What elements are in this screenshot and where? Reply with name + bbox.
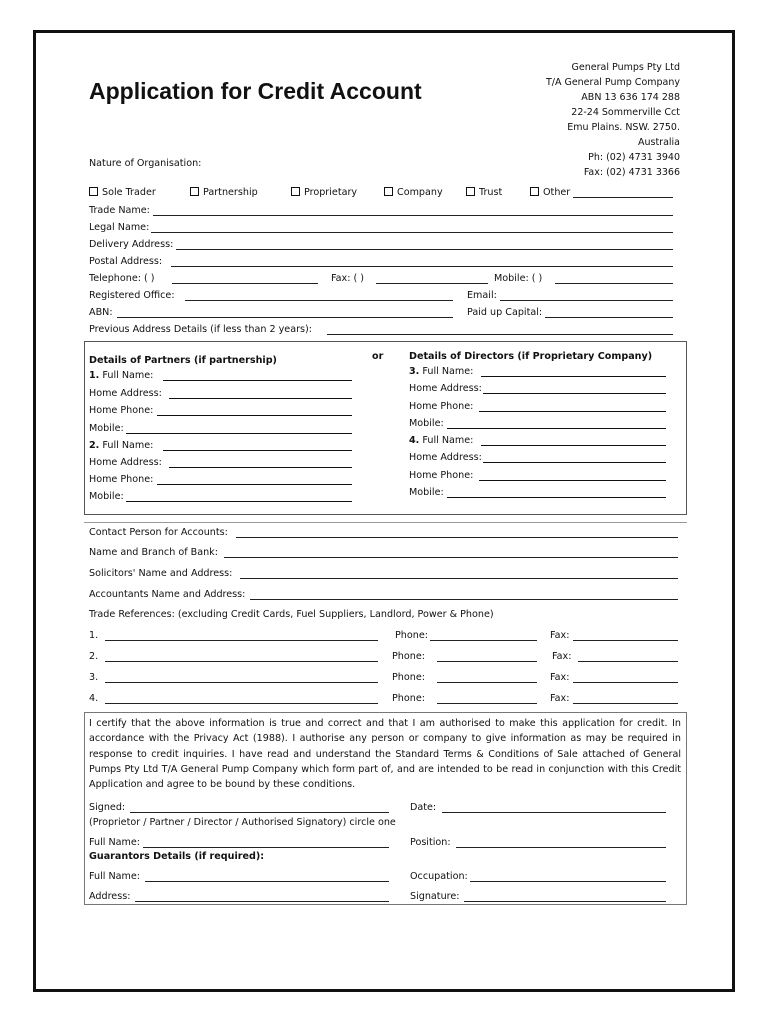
- partner-1-home-phone-field[interactable]: [157, 415, 352, 416]
- checkbox-icon: [384, 187, 393, 196]
- partner-2-home-phone-label: Home Phone:: [89, 474, 154, 485]
- partner-2-full-name-label: 2. Full Name:: [89, 440, 154, 451]
- reference-2-phone-label: Phone:: [392, 651, 425, 662]
- guarantor-full-name-field[interactable]: [145, 881, 389, 882]
- checkbox-icon: [89, 187, 98, 196]
- directors-heading: Details of Directors (if Proprietary Company): [409, 351, 653, 362]
- trade-name-field[interactable]: [153, 215, 673, 216]
- guarantors-heading: Guarantors Details (if required):: [89, 851, 265, 862]
- company-line: ABN 13 636 174 288: [581, 92, 680, 103]
- company-line: Ph: (02) 4731 3940: [588, 152, 680, 163]
- contact-person-label: Contact Person for Accounts:: [89, 527, 228, 538]
- other-field[interactable]: [573, 197, 673, 198]
- reference-2-number: 2.: [89, 651, 99, 662]
- form-title: Application for Credit Account: [89, 78, 422, 104]
- director-4-mobile-field[interactable]: [447, 497, 666, 498]
- section-divider: [84, 522, 687, 523]
- solicitors-label: Solicitors' Name and Address:: [89, 568, 233, 579]
- full-name-field[interactable]: [143, 847, 389, 848]
- partner-2-home-address-label: Home Address:: [89, 457, 162, 468]
- solicitors-field[interactable]: [240, 578, 678, 579]
- director-3-full-name-field[interactable]: [481, 376, 666, 377]
- director-3-full-name-label: 3. Full Name:: [409, 366, 474, 377]
- position-label: Position:: [410, 837, 451, 848]
- director-3-mobile-field[interactable]: [447, 428, 666, 429]
- company-line: Fax: (02) 4731 3366: [583, 167, 680, 178]
- telephone-field[interactable]: [172, 283, 318, 284]
- signed-label: Signed:: [89, 802, 126, 813]
- checkbox-company[interactable]: Company: [384, 187, 443, 198]
- reference-4-fax-label: Fax:: [550, 693, 570, 704]
- checkbox-proprietary[interactable]: Proprietary: [291, 187, 357, 198]
- director-4-home-phone-field[interactable]: [479, 480, 666, 481]
- role-note: (Proprietor / Partner / Director / Authorised Signatory) circle one: [89, 817, 396, 828]
- company-line: 22-24 Sommerville Cct: [571, 107, 680, 118]
- director-3-home-address-label: Home Address:: [409, 383, 482, 394]
- bank-label: Name and Branch of Bank:: [89, 547, 218, 558]
- director-4-home-address-label: Home Address:: [409, 452, 482, 463]
- checkbox-partnership[interactable]: Partnership: [190, 187, 258, 198]
- reference-3-fax-field[interactable]: [573, 682, 678, 683]
- reference-4-number: 4.: [89, 693, 99, 704]
- reference-2-phone-field[interactable]: [437, 661, 537, 662]
- fax-field[interactable]: [376, 283, 488, 284]
- reference-4-phone-field[interactable]: [437, 703, 537, 704]
- company-details: [546, 60, 680, 180]
- partner-1-home-phone-label: Home Phone:: [89, 405, 154, 416]
- mobile-label: Mobile: ( ): [494, 273, 543, 284]
- reference-1-phone-field[interactable]: [430, 640, 537, 641]
- registered-office-label: Registered Office:: [89, 290, 175, 301]
- reference-4-field[interactable]: [105, 703, 378, 704]
- reference-3-number: 3.: [89, 672, 99, 683]
- reference-3-fax-label: Fax:: [550, 672, 570, 683]
- previous-address-field[interactable]: [327, 334, 673, 335]
- partner-2-full-name-field[interactable]: [163, 450, 352, 451]
- reference-1-number: 1.: [89, 630, 99, 641]
- legal-name-label: Legal Name:: [89, 222, 150, 233]
- checkbox-icon: [291, 187, 300, 196]
- paid-up-capital-label: Paid up Capital:: [467, 307, 543, 318]
- reference-2-field[interactable]: [105, 661, 378, 662]
- guarantor-signature-field[interactable]: [464, 901, 666, 902]
- partners-heading: Details of Partners (if partnership): [89, 355, 277, 366]
- reference-3-phone-label: Phone:: [392, 672, 425, 683]
- partner-1-home-address-field[interactable]: [169, 398, 352, 399]
- partner-1-mobile-field[interactable]: [126, 433, 352, 434]
- checkbox-trust[interactable]: Trust: [466, 187, 502, 198]
- partner-1-home-address-label: Home Address:: [89, 388, 162, 399]
- partner-2-mobile-label: Mobile:: [89, 491, 124, 502]
- guarantor-signature-label: Signature:: [410, 891, 460, 902]
- nature-label: Nature of Organisation:: [89, 158, 202, 169]
- partner-1-full-name-label: 1. Full Name:: [89, 370, 154, 381]
- certification-text: I certify that the above information is true and correct and that I am authorised to make this application for credit. In accordance with the Privacy Act (1988). I authorise any person or company to give information as may be required in response to credit inquiries. I have read and understand the Standard Terms & Conditions of Sale attached of General Pumps Pty Ltd T/A General Pump Company which form part of, and are intended to be read in conjunction with this Credit Application and agree to be bound by these conditions.: [89, 718, 681, 791]
- partner-1-mobile-label: Mobile:: [89, 423, 124, 434]
- accountants-label: Accountants Name and Address:: [89, 589, 246, 600]
- checkbox-sole-trader[interactable]: Sole Trader: [89, 187, 156, 198]
- director-4-full-name-field[interactable]: [481, 445, 666, 446]
- email-field[interactable]: [500, 300, 673, 301]
- reference-2-fax-label: Fax:: [552, 651, 572, 662]
- reference-3-field[interactable]: [105, 682, 378, 683]
- postal-address-label: Postal Address:: [89, 256, 163, 267]
- company-line: Emu Plains. NSW. 2750.: [567, 122, 680, 133]
- guarantor-address-label: Address:: [89, 891, 131, 902]
- director-3-home-address-field[interactable]: [483, 393, 666, 394]
- bank-field[interactable]: [224, 557, 678, 558]
- delivery-address-label: Delivery Address:: [89, 239, 174, 250]
- checkbox-icon: [466, 187, 475, 196]
- reference-4-fax-field[interactable]: [573, 703, 678, 704]
- reference-1-fax-field[interactable]: [573, 640, 678, 641]
- date-field[interactable]: [442, 812, 666, 813]
- reference-1-fax-label: Fax:: [550, 630, 570, 641]
- partner-1-full-name-field[interactable]: [163, 380, 352, 381]
- occupation-field[interactable]: [470, 881, 666, 882]
- company-line: General Pumps Pty Ltd: [571, 62, 680, 73]
- trade-name-label: Trade Name:: [89, 205, 150, 216]
- accountants-field[interactable]: [250, 599, 678, 600]
- director-3-home-phone-field[interactable]: [479, 411, 666, 412]
- registered-office-field[interactable]: [185, 300, 453, 301]
- or-label: or: [372, 351, 384, 362]
- full-name-label: Full Name:: [89, 837, 140, 848]
- reference-2-fax-field[interactable]: [578, 661, 678, 662]
- partner-2-home-address-field[interactable]: [169, 467, 352, 468]
- paid-up-capital-field[interactable]: [545, 317, 673, 318]
- delivery-address-field[interactable]: [176, 249, 673, 250]
- checkbox-other[interactable]: Other: [530, 187, 570, 198]
- position-field[interactable]: [456, 847, 666, 848]
- reference-1-phone-label: Phone:: [395, 630, 428, 641]
- telephone-label: Telephone: ( ): [89, 273, 155, 284]
- occupation-label: Occupation:: [410, 871, 468, 882]
- mobile-field[interactable]: [555, 283, 673, 284]
- director-4-full-name-label: 4. Full Name:: [409, 435, 474, 446]
- guarantor-full-name-label: Full Name:: [89, 871, 140, 882]
- partner-2-mobile-field[interactable]: [126, 501, 352, 502]
- fax-label: Fax: ( ): [331, 273, 365, 284]
- guarantor-address-field[interactable]: [135, 901, 389, 902]
- trade-references-label: Trade References: (excluding Credit Cards, Fuel Suppliers, Landlord, Power & Phone): [89, 609, 494, 620]
- email-label: Email:: [467, 290, 497, 301]
- abn-label: ABN:: [89, 307, 113, 318]
- director-3-home-phone-label: Home Phone:: [409, 401, 474, 412]
- director-4-mobile-label: Mobile:: [409, 487, 444, 498]
- reference-4-phone-label: Phone:: [392, 693, 425, 704]
- postal-address-field[interactable]: [171, 266, 673, 267]
- company-line: T/A General Pump Company: [545, 77, 680, 88]
- partner-2-home-phone-field[interactable]: [157, 484, 352, 485]
- date-label: Date:: [410, 802, 437, 813]
- director-4-home-phone-label: Home Phone:: [409, 470, 474, 481]
- legal-name-field[interactable]: [151, 232, 673, 233]
- checkbox-icon: [530, 187, 539, 196]
- contact-person-field[interactable]: [236, 537, 678, 538]
- previous-address-label: Previous Address Details (if less than 2 years):: [89, 324, 312, 335]
- director-4-home-address-field[interactable]: [483, 462, 666, 463]
- director-3-mobile-label: Mobile:: [409, 418, 444, 429]
- signed-field[interactable]: [130, 812, 389, 813]
- reference-3-phone-field[interactable]: [437, 682, 537, 683]
- abn-field[interactable]: [117, 317, 453, 318]
- company-line: Australia: [637, 137, 680, 148]
- reference-1-field[interactable]: [105, 640, 378, 641]
- checkbox-icon: [190, 187, 199, 196]
